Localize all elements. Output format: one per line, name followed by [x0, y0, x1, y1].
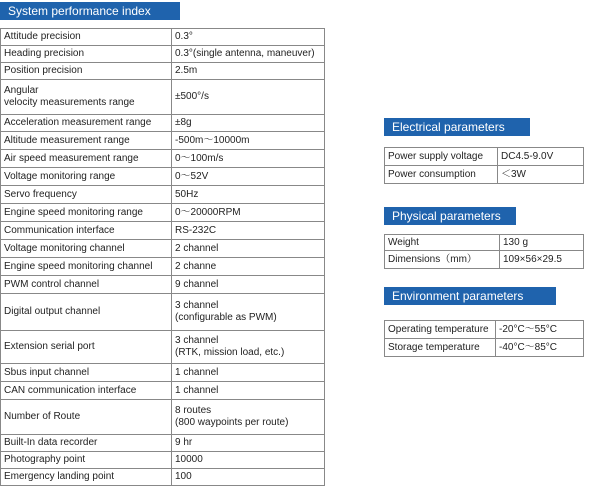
table-row	[1, 435, 325, 452]
row-value: -500m～10000m	[172, 132, 325, 150]
row-label-line: velocity measurements range	[4, 97, 135, 108]
table-row	[1, 63, 325, 80]
row-label: Position precision	[1, 63, 172, 80]
system-performance-header: System performance index	[0, 2, 180, 20]
row-label-line: Angular	[4, 85, 39, 96]
row-value: 1 channel	[172, 364, 325, 382]
table-row	[1, 400, 325, 435]
table-row	[385, 166, 584, 184]
row-value: 0～100m/s	[172, 150, 325, 168]
row-value	[172, 400, 325, 435]
row-label: Engine speed monitoring range	[1, 204, 172, 222]
table-row	[1, 240, 325, 258]
row-value	[172, 294, 325, 331]
row-value: ＜3W	[498, 166, 584, 184]
row-label	[1, 80, 172, 115]
row-value-line: (configurable as PWM)	[175, 312, 277, 323]
row-label: Built-In data recorder	[1, 435, 172, 452]
row-label: Voltage monitoring channel	[1, 240, 172, 258]
row-label: CAN communication interface	[1, 382, 172, 400]
row-value	[172, 331, 325, 364]
row-value: -20°C～55°C	[496, 321, 584, 339]
row-label: Attitude precision	[1, 29, 172, 46]
row-value: 1 channel	[172, 382, 325, 400]
row-value: 100	[172, 469, 325, 486]
table-row	[385, 339, 584, 357]
table-row	[385, 251, 584, 269]
environment-parameters-header: Environment parameters	[384, 287, 556, 305]
row-value-line: (RTK, mission load, etc.)	[175, 347, 285, 358]
row-value: -40°C～85°C	[496, 339, 584, 357]
row-label: Communication interface	[1, 222, 172, 240]
row-value: 109×56×29.5	[500, 251, 584, 269]
row-label: Storage temperature	[385, 339, 496, 357]
row-value: 2 channe	[172, 258, 325, 276]
row-label: Photography point	[1, 452, 172, 469]
electrical-parameters-header: Electrical parameters	[384, 118, 530, 136]
row-value-line: 3 channel	[175, 300, 219, 311]
table-row	[1, 115, 325, 132]
row-value: 0～52V	[172, 168, 325, 186]
row-label: Air speed measurement range	[1, 150, 172, 168]
row-label: Dimensions（mm）	[385, 251, 500, 269]
row-value: 9 channel	[172, 276, 325, 294]
table-row	[1, 204, 325, 222]
row-value: RS-232C	[172, 222, 325, 240]
row-value: ±500°/s	[172, 80, 325, 115]
row-label: Heading precision	[1, 46, 172, 63]
row-value: 0.3°(single antenna, maneuver)	[172, 46, 325, 63]
row-value: DC4.5-9.0V	[498, 148, 584, 166]
table-row	[1, 364, 325, 382]
table-row	[1, 452, 325, 469]
row-label: Engine speed monitoring channel	[1, 258, 172, 276]
table-row	[385, 235, 584, 251]
row-value: 0～20000RPM	[172, 204, 325, 222]
table-row	[1, 382, 325, 400]
environment-parameters-table	[384, 320, 584, 357]
row-label: Servo frequency	[1, 186, 172, 204]
table-row	[1, 258, 325, 276]
table-row	[1, 276, 325, 294]
row-value: 50Hz	[172, 186, 325, 204]
row-value-line: 3 channel	[175, 335, 219, 346]
electrical-parameters-table	[384, 147, 584, 184]
table-row	[385, 148, 584, 166]
row-value: 2 channel	[172, 240, 325, 258]
table-row	[1, 186, 325, 204]
row-label: Emergency landing point	[1, 469, 172, 486]
row-label: Voltage monitoring range	[1, 168, 172, 186]
physical-parameters-header: Physical parameters	[384, 207, 516, 225]
row-value: ±8g	[172, 115, 325, 132]
row-label: Extension serial port	[1, 331, 172, 364]
table-row	[1, 469, 325, 486]
row-value: 130 g	[500, 235, 584, 251]
table-row	[1, 132, 325, 150]
row-value: 9 hr	[172, 435, 325, 452]
row-label: Power supply voltage	[385, 148, 498, 166]
row-label: Power consumption	[385, 166, 498, 184]
row-value: 10000	[172, 452, 325, 469]
row-label: Operating temperature	[385, 321, 496, 339]
table-row	[385, 321, 584, 339]
row-label: PWM control channel	[1, 276, 172, 294]
row-label: Sbus input channel	[1, 364, 172, 382]
table-row	[1, 150, 325, 168]
table-row	[1, 29, 325, 46]
row-label: Acceleration measurement range	[1, 115, 172, 132]
table-row	[1, 168, 325, 186]
row-value: 2.5m	[172, 63, 325, 80]
table-row	[1, 80, 325, 115]
system-performance-table	[0, 28, 325, 486]
table-row	[1, 46, 325, 63]
table-row	[1, 222, 325, 240]
row-value: 0.3°	[172, 29, 325, 46]
row-value-line: 8 routes	[175, 405, 212, 416]
table-row	[1, 294, 325, 331]
row-label: Weight	[385, 235, 500, 251]
physical-parameters-table	[384, 234, 584, 269]
row-value-line: (800 waypoints per route)	[175, 417, 289, 428]
row-label: Altitude measurement range	[1, 132, 172, 150]
table-row	[1, 331, 325, 364]
row-label: Digital output channel	[1, 294, 172, 331]
row-label: Number of Route	[1, 400, 172, 435]
